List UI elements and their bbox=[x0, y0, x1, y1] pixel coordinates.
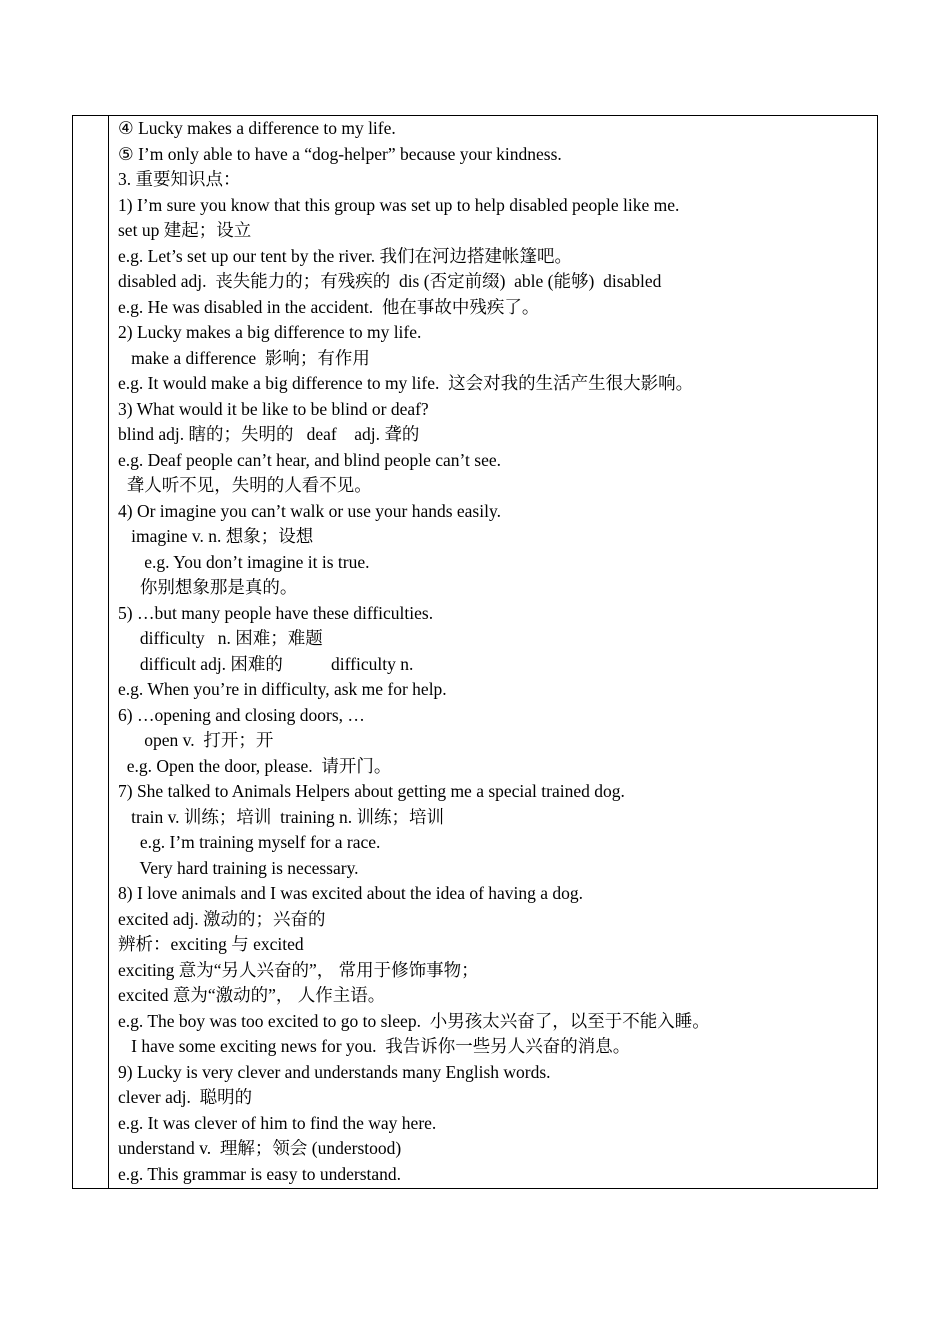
text-line: understand v. 理解；领会 (understood) bbox=[118, 1138, 402, 1158]
text-line: 7) She talked to Animals Helpers about getting me a special trained dog. bbox=[118, 781, 625, 801]
text-line: e.g. It would make a big difference to my life. 这会对我的生活产生很大影响。 bbox=[118, 373, 694, 393]
text-line: blind adj. 瞎的；失明的 deaf adj. 聋的 bbox=[118, 424, 420, 444]
text-line: Very hard training is necessary. bbox=[118, 857, 359, 878]
text-line: e.g. Deaf people can’t hear, and blind people can’t see. bbox=[118, 449, 502, 470]
text-line: 聋人听不见，失明的人看不见。 bbox=[118, 475, 372, 495]
table-left-column bbox=[73, 116, 109, 1188]
text-line: e.g. Let’s set up our tent by the river. 我们在河边搭建帐篷吧。 bbox=[118, 245, 572, 266]
text-line: train v. 训练；培训 training n. 训练；培训 bbox=[118, 806, 444, 827]
text-line: 2) Lucky makes a big difference to my life. bbox=[118, 322, 422, 342]
text-line: 4) Or imagine you can’t walk or use your hands easily. bbox=[118, 500, 501, 521]
text-line: 你别想象那是真的。 bbox=[118, 577, 298, 597]
text-line: 5) …but many people have these difficulties. bbox=[118, 602, 434, 623]
text-line: difficulty n. 困难；难题 bbox=[118, 628, 323, 648]
text-line: excited adj. 激动的；兴奋的 bbox=[118, 908, 326, 929]
text-line: 1) I’m sure you know that this group was set up to help disabled people like me. bbox=[118, 194, 680, 215]
text-line: I have some exciting news for you. 我告诉你一些另人兴奋的消息。 bbox=[118, 1036, 631, 1056]
text-line: 3) What would it be like to be blind or deaf? bbox=[118, 398, 429, 419]
text-line: exciting 意为“另人兴奋的”， 常用于修饰事物； bbox=[118, 959, 479, 980]
text-line: 8) I love animals and I was excited about the idea of having a dog. bbox=[118, 883, 584, 903]
text-line: ④ Lucky makes a difference to my life. bbox=[118, 118, 396, 138]
text-line: 9) Lucky is very clever and understands many English words. bbox=[118, 1061, 551, 1082]
text-line: e.g. Open the door, please. 请开门。 bbox=[118, 755, 392, 776]
text-line: e.g. I’m training myself for a race. bbox=[118, 832, 381, 852]
text-line: e.g. This grammar is easy to understand. bbox=[118, 1163, 402, 1184]
text-line: imagine v. n. 想象；设想 bbox=[118, 526, 314, 546]
text-line: excited 意为“激动的”， 人作主语。 bbox=[118, 985, 386, 1005]
notes-content bbox=[118, 116, 871, 1187]
text-line: e.g. The boy was too excited to go to sleep. 小男孩太兴奋了，以至于不能入睡。 bbox=[118, 1010, 710, 1031]
text-line: e.g. He was disabled in the accident. 他在事故中残疾了。 bbox=[118, 296, 540, 317]
text-line: disabled adj. 丧失能力的；有残疾的 dis (否定前缀) able (能够) disabled bbox=[118, 271, 662, 291]
text-line: 辨析：exciting 与 excited bbox=[118, 934, 304, 954]
notes-table bbox=[72, 115, 878, 1189]
text-line: clever adj. 聪明的 bbox=[118, 1087, 253, 1107]
text-line: e.g. When you’re in difficulty, ask me for help. bbox=[118, 679, 447, 699]
text-line: 6) …opening and closing doors, … bbox=[118, 704, 365, 725]
section-heading: 3. 重要知识点： bbox=[118, 169, 241, 189]
text-line: e.g. It was clever of him to find the way here. bbox=[118, 1112, 437, 1133]
text-line: e.g. You don’t imagine it is true. bbox=[118, 551, 370, 572]
text-line: difficult adj. 困难的 difficulty n. bbox=[118, 653, 414, 674]
text-line: ⑤ I’m only able to have a “dog-helper” because your kindness. bbox=[118, 143, 562, 164]
text-line: open v. 打开；开 bbox=[118, 730, 274, 750]
text-line: make a difference 影响；有作用 bbox=[118, 347, 370, 368]
text-line: set up 建起；设立 bbox=[118, 220, 252, 240]
